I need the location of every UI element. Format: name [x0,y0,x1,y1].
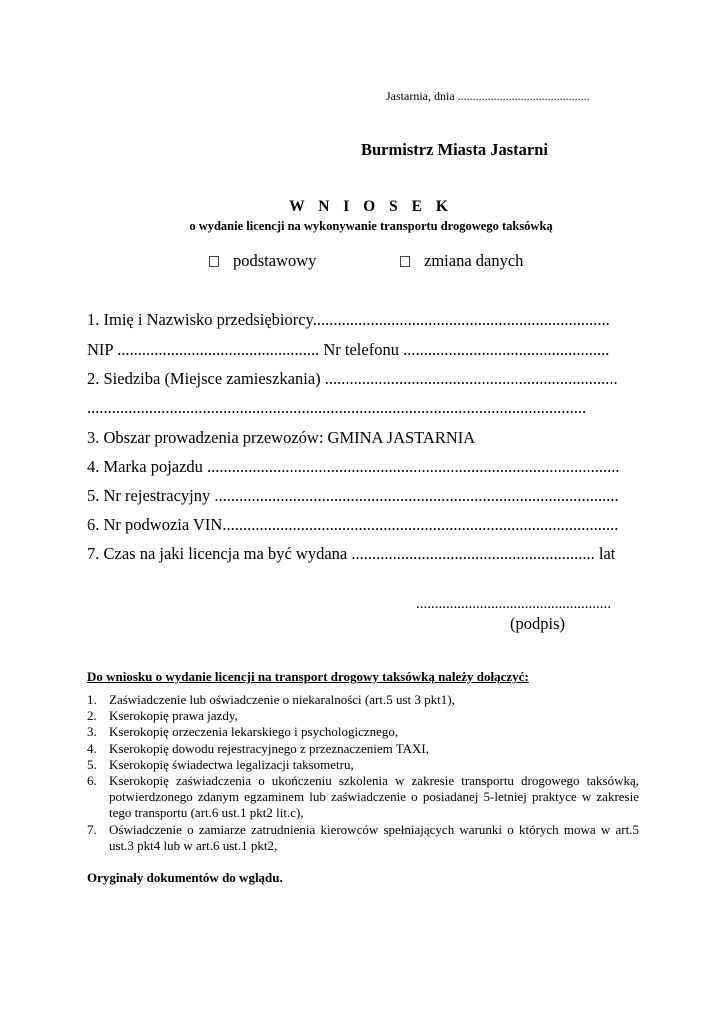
signature-label: (podpis) [510,614,565,633]
option-basic-label: podstawowy [233,251,317,270]
list-item: 2. Kserokopię prawa jazdy, [87,708,238,724]
list-item: 5. Kserokopię świadectwa legalizacji taksometru, [87,756,354,772]
field-registration[interactable]: 5. Nr rejestracyjny .................................................................................................. [87,486,619,505]
field-area: 3. Obszar prowadzenia przewozów: GMINA JASTARNIA [87,428,476,447]
list-item: 3. Kserokopię orzeczenia lekarskiego i psychologicznego, [87,724,399,740]
field-address[interactable]: 2. Siedziba (Miejsce zamieszkania) ....................................................................... [87,369,618,388]
field-nip-phone[interactable]: NIP ................................................. Nr telefonu .................................................. [87,340,610,359]
field-license-period[interactable]: 7. Czas na jaki licencja ma być wydana ........................................................... lat [87,544,616,563]
document-title: W N I O S E K [289,198,453,215]
field-vehicle-make[interactable]: 4. Marka pojazdu .................................................................................................... [87,457,620,476]
recipient: Burmistrz Miasta Jastarni [361,140,548,159]
option-data-change-label: zmiana danych [424,251,524,270]
option-basic[interactable] [209,251,316,271]
field-vin[interactable]: 6. Nr podwozia VIN................................................................................................ [87,515,619,534]
signature-line[interactable]: .................................................... [416,596,611,612]
option-data-change[interactable] [400,251,523,271]
list-item: 4. Kserokopię dowodu rejestracyjnego z przeznaczeniem TAXI, [87,740,429,756]
field-name[interactable]: 1. Imię i Nazwisko przedsiębiorcy........................................................................ [87,310,610,329]
place-date-line: Jastarnia, dnia ............................................ [386,89,590,103]
field-address-cont[interactable]: ......................................................................................................................... [87,398,587,417]
originals-note: Oryginały dokumentów do wglądu. [87,870,283,885]
attachments-list [87,692,639,854]
checkbox-data-change[interactable] [400,256,410,267]
checkbox-basic[interactable] [209,256,219,267]
list-item: 7. Oświadczenie o zamiarze zatrudnienia kierowców spełniających warunki o których mowa w art.5 ust.3 pkt4 lub w art.6 ust.1 pkt2, [87,821,639,853]
list-item: 6. Kserokopię zaświadczenia o ukończeniu szkolenia w zakresie transportu drogowego taksówką, potwierdzonego zdanym egzaminem lub zaświadczenie o posiadanej 5-letniej praktyce w zakresie tego transportu (art.6 ust.1 pkt2 lit.c), [87,773,639,821]
attachments-heading: Do wniosku o wydanie licencji na transport drogowy taksówką należy dołączyć: [87,669,529,684]
document-subtitle: o wydanie licencji na wykonywanie transportu drogowego taksówką [189,219,553,233]
list-item: 1. Zaświadczenie lub oświadczenie o niekaralności (art.5 ust 3 pkt1), [87,692,455,707]
